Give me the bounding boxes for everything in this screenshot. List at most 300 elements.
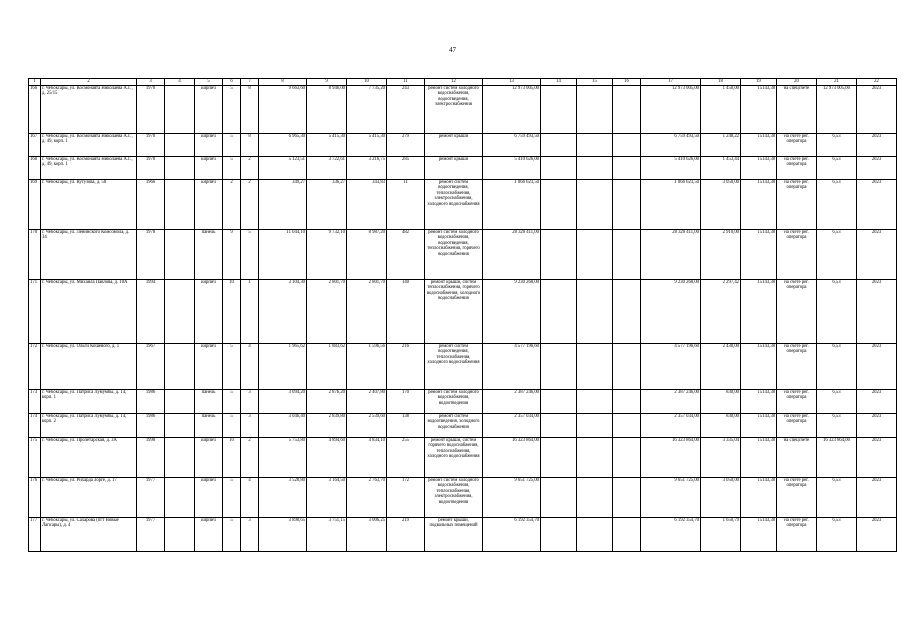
- column-14-cell: [541, 134, 577, 157]
- column-16-cell: [613, 280, 641, 344]
- total-area-cell: 3 528,80: [259, 478, 307, 518]
- residents-cell: 255: [387, 438, 425, 478]
- area-premises-cell: 336,27: [307, 180, 347, 230]
- row-number-cell: 173: [29, 390, 41, 414]
- area-premises-cell: 2 839,80: [307, 414, 347, 438]
- column-14-cell: [541, 180, 577, 230]
- column-21-cell: 16 323 864,00: [817, 438, 857, 478]
- entrances-cell: 2: [241, 438, 259, 478]
- limit-cost-cell: 15143,38: [741, 518, 777, 552]
- area-living-cell: 2 407,80: [347, 390, 387, 414]
- total-cost-cell: 16 323 864,00: [483, 438, 541, 478]
- cost-owners-cell: 16 323 864,00: [641, 438, 701, 478]
- repair-works-cell: ремонт систем холодного водоснабжения, водоотведения, электроснабжения: [425, 86, 483, 134]
- column-15-cell: [577, 280, 613, 344]
- entrances-cell: 2: [241, 157, 259, 180]
- construction-year-cell: 1986: [137, 414, 165, 438]
- column-15-cell: [577, 86, 613, 134]
- column-4-cell: [165, 86, 195, 134]
- fund-method-cell: на счете рег. оператора: [777, 478, 817, 518]
- column-15-cell: [577, 518, 613, 552]
- total-area-cell: 5 123,51: [259, 157, 307, 180]
- column-number: 13: [483, 79, 541, 86]
- cost-owners-cell: 4 577 196,60: [641, 344, 701, 390]
- cost-per-sqm-cell: 1 650,79: [701, 518, 741, 552]
- page-number: 47: [449, 46, 456, 54]
- floors-cell: 5: [223, 518, 241, 552]
- floors-cell: 10: [223, 280, 241, 344]
- completion-year-cell: 2023: [857, 180, 897, 230]
- column-number: 21: [817, 79, 857, 86]
- residents-cell: 285: [387, 157, 425, 180]
- area-premises-cell: 2 876,20: [307, 390, 347, 414]
- area-living-cell: 2 763,70: [347, 478, 387, 518]
- address-cell: г. Чебоксары, ул. Космонавта Николаева А.Г., д. 49, корп. 1: [41, 157, 137, 180]
- table-row: [29, 180, 897, 230]
- column-15-cell: [577, 180, 613, 230]
- wall-material-cell: кирпич: [195, 518, 223, 552]
- row-number-cell: 174: [29, 414, 41, 438]
- area-living-cell: 4 834,10: [347, 438, 387, 478]
- column-number: 22: [857, 79, 897, 86]
- column-number: 11: [387, 79, 425, 86]
- entrances-cell: 2: [241, 180, 259, 230]
- wall-material-cell: кирпич: [195, 180, 223, 230]
- area-premises-cell: 1 883,62: [307, 344, 347, 390]
- completion-year-cell: 2023: [857, 134, 897, 157]
- column-number: 12: [425, 79, 483, 86]
- total-cost-cell: 28 320 411,00: [483, 230, 541, 280]
- table-row: [29, 86, 897, 134]
- cost-owners-cell: 5 410 626,00: [641, 157, 701, 180]
- column-16-cell: [613, 230, 641, 280]
- construction-year-cell: 1998: [137, 438, 165, 478]
- floors-cell: 5: [223, 157, 241, 180]
- row-number-cell: 168: [29, 157, 41, 180]
- total-area-cell: 3 898,65: [259, 518, 307, 552]
- wall-material-cell: кирпич: [195, 344, 223, 390]
- total-area-cell: 3 094,20: [259, 390, 307, 414]
- fund-method-cell: на спецсчете: [777, 438, 817, 478]
- address-cell: г. Чебоксары, ул. Кутузова, д. 58: [41, 180, 137, 230]
- column-4-cell: [165, 518, 195, 552]
- area-living-cell: 2 801,70: [347, 280, 387, 344]
- total-cost-cell: 2 357 034,00: [483, 414, 541, 438]
- construction-year-cell: 1967: [137, 344, 165, 390]
- limit-cost-cell: 15143,38: [741, 414, 777, 438]
- limit-cost-cell: 15143,38: [741, 478, 777, 518]
- column-15-cell: [577, 230, 613, 280]
- column-number: 2: [41, 79, 137, 86]
- column-16-cell: [613, 344, 641, 390]
- completion-year-cell: 2023: [857, 280, 897, 344]
- limit-cost-cell: 15143,38: [741, 180, 777, 230]
- table-row: [29, 478, 897, 518]
- total-area-cell: 3 104,30: [259, 280, 307, 344]
- column-15-cell: [577, 134, 613, 157]
- repair-works-cell: ремонт крыши, систем теплоснабжения, горячего водоснабжения, холодного водоснабжения: [425, 280, 483, 344]
- wall-material-cell: панель: [195, 414, 223, 438]
- fund-method-cell: на спецсчете: [777, 86, 817, 134]
- residents-cell: 279: [387, 134, 425, 157]
- floors-cell: 5: [223, 414, 241, 438]
- table-row: [29, 438, 897, 478]
- limit-cost-cell: 15143,38: [741, 390, 777, 414]
- column-number: 6: [223, 79, 241, 86]
- limit-cost-cell: 15143,38: [741, 280, 777, 344]
- residents-cell: 172: [387, 478, 425, 518]
- completion-year-cell: 2023: [857, 414, 897, 438]
- cost-owners-cell: 1 066 623,50: [641, 180, 701, 230]
- limit-cost-cell: 15143,38: [741, 157, 777, 180]
- area-living-cell: 1 596,56: [347, 344, 387, 390]
- column-number: 8: [259, 79, 307, 86]
- column-16-cell: [613, 157, 641, 180]
- address-cell: г. Чебоксары, ул. Космонавта Николаева А.Г., д. 25/15: [41, 86, 137, 134]
- floors-cell: 5: [223, 390, 241, 414]
- total-area-cell: 11 044,10: [259, 230, 307, 280]
- fund-method-cell: на счете рег. оператора: [777, 390, 817, 414]
- address-cell: г. Чебоксары, ул. Сахарова (пгт Новые Лапсары), д. 4: [41, 518, 137, 552]
- column-21-cell: 6,53: [817, 518, 857, 552]
- column-number: 1: [29, 79, 41, 86]
- column-4-cell: [165, 478, 195, 518]
- completion-year-cell: 2023: [857, 230, 897, 280]
- address-cell: г. Чебоксары, ул. Космонавта Николаева А.Г., д. 49, корп. 1: [41, 134, 137, 157]
- fund-method-cell: на счете рег. оператора: [777, 230, 817, 280]
- cost-per-sqm-cell: 830,00: [701, 390, 741, 414]
- construction-year-cell: 1970: [137, 157, 165, 180]
- total-area-cell: 6 965,30: [259, 134, 307, 157]
- cost-per-sqm-cell: 2 297,42: [701, 280, 741, 344]
- area-living-cell: 343,83: [347, 180, 387, 230]
- entrances-cell: 3: [241, 414, 259, 438]
- residents-cell: 140: [387, 280, 425, 344]
- column-number: 9: [307, 79, 347, 86]
- column-15-cell: [577, 157, 613, 180]
- cost-per-sqm-cell: 1 248,22: [701, 134, 741, 157]
- total-area-cell: 9 663,60: [259, 86, 307, 134]
- fund-method-cell: на счете рег. оператора: [777, 134, 817, 157]
- total-area-cell: 349,27: [259, 180, 307, 230]
- column-number: 3: [137, 79, 165, 86]
- cost-owners-cell: 9 230 268,00: [641, 280, 701, 344]
- cost-owners-cell: 28 320 411,00: [641, 230, 701, 280]
- column-14-cell: [541, 390, 577, 414]
- table-row: [29, 414, 897, 438]
- total-cost-cell: 4 577 196,60: [483, 344, 541, 390]
- row-number-cell: 175: [29, 438, 41, 478]
- column-21-cell: 6,53: [817, 280, 857, 344]
- column-number-row: [29, 79, 897, 86]
- cost-per-sqm-cell: 3 050,00: [701, 478, 741, 518]
- total-cost-cell: 9 230 268,00: [483, 280, 541, 344]
- address-cell: г. Чебоксары, ул. Пролетарская, д. 3А: [41, 438, 137, 478]
- column-14-cell: [541, 230, 577, 280]
- completion-year-cell: 2023: [857, 478, 897, 518]
- table-row: [29, 518, 897, 552]
- limit-cost-cell: 15143,38: [741, 134, 777, 157]
- capital-repair-table: [28, 78, 897, 552]
- row-number-cell: 176: [29, 478, 41, 518]
- row-number-cell: 170: [29, 230, 41, 280]
- column-4-cell: [165, 157, 195, 180]
- table-row: [29, 280, 897, 344]
- column-4-cell: [165, 180, 195, 230]
- address-cell: г. Чебоксары, ул. Михаила Павлова, д. 10А: [41, 280, 137, 344]
- area-premises-cell: 3 722,61: [307, 157, 347, 180]
- column-16-cell: [613, 478, 641, 518]
- cost-owners-cell: 2 387 246,00: [641, 390, 701, 414]
- total-area-cell: 5 753,80: [259, 438, 307, 478]
- entrances-cell: 4: [241, 478, 259, 518]
- column-14-cell: [541, 478, 577, 518]
- fund-method-cell: на счете рег. оператора: [777, 280, 817, 344]
- column-number: 20: [777, 79, 817, 86]
- column-21-cell: 6,53: [817, 180, 857, 230]
- residents-cell: 219: [387, 518, 425, 552]
- area-premises-cell: 8 946,00: [307, 86, 347, 134]
- column-21-cell: 12 973 005,00: [817, 86, 857, 134]
- total-area-cell: 1 965,62: [259, 344, 307, 390]
- completion-year-cell: 2023: [857, 86, 897, 134]
- repair-works-cell: ремонт крыши, систем горячего водоснабжения, теплоснабжения, холодного водоснабжения: [425, 438, 483, 478]
- row-number-cell: 166: [29, 86, 41, 134]
- column-16-cell: [613, 438, 641, 478]
- residents-cell: 170: [387, 390, 425, 414]
- address-cell: г. Чебоксары, ул. Рихарда Зорге, д. 17: [41, 478, 137, 518]
- column-16-cell: [613, 414, 641, 438]
- fund-method-cell: на счете рег. оператора: [777, 518, 817, 552]
- column-4-cell: [165, 134, 195, 157]
- total-cost-cell: 5 410 626,00: [483, 157, 541, 180]
- area-premises-cell: 3 164,50: [307, 478, 347, 518]
- column-number: 18: [701, 79, 741, 86]
- completion-year-cell: 2023: [857, 438, 897, 478]
- table-row: [29, 134, 897, 157]
- floors-cell: 5: [223, 344, 241, 390]
- row-number-cell: 172: [29, 344, 41, 390]
- column-number: 17: [641, 79, 701, 86]
- wall-material-cell: кирпич: [195, 438, 223, 478]
- column-14-cell: [541, 414, 577, 438]
- column-15-cell: [577, 438, 613, 478]
- area-premises-cell: 4 894,60: [307, 438, 347, 478]
- cost-per-sqm-cell: 3 335,04: [701, 438, 741, 478]
- entrances-cell: 3: [241, 518, 259, 552]
- address-cell: г. Чебоксары, ул. Патриса Лумумбы, д. 14, корп. 1: [41, 390, 137, 414]
- construction-year-cell: 1994: [137, 280, 165, 344]
- total-cost-cell: 12 973 005,00: [483, 86, 541, 134]
- column-16-cell: [613, 134, 641, 157]
- completion-year-cell: 2023: [857, 390, 897, 414]
- column-16-cell: [613, 518, 641, 552]
- entrances-cell: 8: [241, 134, 259, 157]
- area-premises-cell: 9 732,10: [307, 230, 347, 280]
- cost-per-sqm-cell: 830,00: [701, 414, 741, 438]
- column-15-cell: [577, 390, 613, 414]
- column-21-cell: 6,53: [817, 414, 857, 438]
- construction-year-cell: 1986: [137, 390, 165, 414]
- area-premises-cell: 3 751,15: [307, 518, 347, 552]
- completion-year-cell: 2023: [857, 157, 897, 180]
- cost-per-sqm-cell: 3 050,00: [701, 180, 741, 230]
- column-number: 7: [241, 79, 259, 86]
- limit-cost-cell: 15143,38: [741, 438, 777, 478]
- column-number: 14: [541, 79, 577, 86]
- wall-material-cell: панель: [195, 230, 223, 280]
- fund-method-cell: на счете рег. оператора: [777, 414, 817, 438]
- column-4-cell: [165, 438, 195, 478]
- floors-cell: 9: [223, 230, 241, 280]
- floors-cell: 10: [223, 438, 241, 478]
- column-14-cell: [541, 438, 577, 478]
- area-premises-cell: 2 801,70: [307, 280, 347, 344]
- limit-cost-cell: 15143,38: [741, 86, 777, 134]
- completion-year-cell: 2023: [857, 518, 897, 552]
- cost-owners-cell: 9 651 725,00: [641, 478, 701, 518]
- column-14-cell: [541, 86, 577, 134]
- wall-material-cell: кирпич: [195, 478, 223, 518]
- residents-cell: 216: [387, 344, 425, 390]
- floors-cell: 5: [223, 134, 241, 157]
- address-cell: г. Чебоксары, ул. Патриса Лумумбы, д. 14, корп. 2: [41, 414, 137, 438]
- column-14-cell: [541, 280, 577, 344]
- cost-per-sqm-cell: 1 450,00: [701, 86, 741, 134]
- total-cost-cell: 6 192 354,70: [483, 518, 541, 552]
- total-cost-cell: 1 066 623,50: [483, 180, 541, 230]
- table-row: [29, 230, 897, 280]
- column-15-cell: [577, 344, 613, 390]
- entrances-cell: 1: [241, 280, 259, 344]
- construction-year-cell: 1978: [137, 230, 165, 280]
- floors-cell: 5: [223, 478, 241, 518]
- limit-cost-cell: 15143,38: [741, 230, 777, 280]
- column-21-cell: 6,53: [817, 157, 857, 180]
- column-4-cell: [165, 344, 195, 390]
- column-21-cell: 6,53: [817, 230, 857, 280]
- total-cost-cell: 6 759 493,50: [483, 134, 541, 157]
- column-number: 19: [741, 79, 777, 86]
- column-16-cell: [613, 86, 641, 134]
- repair-works-cell: ремонт систем водоотведения, теплоснабжения, холодного водоснабжения: [425, 344, 483, 390]
- row-number-cell: 171: [29, 280, 41, 344]
- wall-material-cell: кирпич: [195, 86, 223, 134]
- table-row: [29, 157, 897, 180]
- repair-works-cell: ремонт систем водоотведения, холодного водоснабжения: [425, 414, 483, 438]
- repair-works-cell: ремонт крыши, подвальных помещений: [425, 518, 483, 552]
- repair-works-cell: ремонт систем холодного водоснабжения, водоотведения: [425, 390, 483, 414]
- area-living-cell: 5 415,30: [347, 134, 387, 157]
- floors-cell: 5: [223, 86, 241, 134]
- table-row: [29, 390, 897, 414]
- column-15-cell: [577, 414, 613, 438]
- address-cell: г. Чебоксары, ул. Ольги Кошевого, д. 1: [41, 344, 137, 390]
- wall-material-cell: кирпич: [195, 280, 223, 344]
- entrances-cell: 3: [241, 390, 259, 414]
- total-cost-cell: 9 651 725,00: [483, 478, 541, 518]
- residents-cell: 138: [387, 414, 425, 438]
- column-16-cell: [613, 180, 641, 230]
- cost-per-sqm-cell: 1 453,44: [701, 157, 741, 180]
- total-cost-cell: 2 387 246,00: [483, 390, 541, 414]
- column-number: 15: [577, 79, 613, 86]
- cost-per-sqm-cell: 2 430,00: [701, 344, 741, 390]
- cost-per-sqm-cell: 2 910,00: [701, 230, 741, 280]
- column-4-cell: [165, 390, 195, 414]
- entrances-cell: 4: [241, 344, 259, 390]
- table-row: [29, 344, 897, 390]
- residents-cell: 482: [387, 230, 425, 280]
- repair-works-cell: ремонт крыши: [425, 157, 483, 180]
- fund-method-cell: на счете рег. оператора: [777, 180, 817, 230]
- repair-works-cell: ремонт крыши: [425, 134, 483, 157]
- column-16-cell: [613, 390, 641, 414]
- repair-works-cell: ремонт систем холодного водоснабжения, водоотведения, теплоснабжения, горячего водоснабжения: [425, 230, 483, 280]
- column-14-cell: [541, 344, 577, 390]
- cost-owners-cell: 2 357 034,00: [641, 414, 701, 438]
- column-4-cell: [165, 280, 195, 344]
- row-number-cell: 169: [29, 180, 41, 230]
- fund-method-cell: на счете рег. оператора: [777, 344, 817, 390]
- entrances-cell: 8: [241, 86, 259, 134]
- column-14-cell: [541, 518, 577, 552]
- column-4-cell: [165, 230, 195, 280]
- repair-works-cell: ремонт систем водоотведения, теплоснабжения, электроснабжения, холодного водоснабжения: [425, 180, 483, 230]
- area-living-cell: 3 216,75: [347, 157, 387, 180]
- entrances-cell: 5: [241, 230, 259, 280]
- residents-cell: 243: [387, 86, 425, 134]
- column-21-cell: 6,53: [817, 134, 857, 157]
- column-number: 10: [347, 79, 387, 86]
- row-number-cell: 167: [29, 134, 41, 157]
- row-number-cell: 177: [29, 518, 41, 552]
- wall-material-cell: панель: [195, 390, 223, 414]
- limit-cost-cell: 15143,38: [741, 344, 777, 390]
- wall-material-cell: кирпич: [195, 134, 223, 157]
- construction-year-cell: 1970: [137, 134, 165, 157]
- cost-owners-cell: 12 973 005,00: [641, 86, 701, 134]
- residents-cell: 11: [387, 180, 425, 230]
- column-number: 16: [613, 79, 641, 86]
- column-4-cell: [165, 414, 195, 438]
- column-number: 4: [165, 79, 195, 86]
- construction-year-cell: 1977: [137, 478, 165, 518]
- address-cell: г. Чебоксары, ул. Ленинского Комсомола, д. 34: [41, 230, 137, 280]
- area-living-cell: 8 987,20: [347, 230, 387, 280]
- column-number: 5: [195, 79, 223, 86]
- area-living-cell: 7 735,20: [347, 86, 387, 134]
- column-21-cell: 6,53: [817, 478, 857, 518]
- column-15-cell: [577, 478, 613, 518]
- column-21-cell: 6,53: [817, 390, 857, 414]
- cost-owners-cell: 6 192 354,70: [641, 518, 701, 552]
- total-area-cell: 3 046,40: [259, 414, 307, 438]
- area-living-cell: 3 006,25: [347, 518, 387, 552]
- construction-year-cell: 1977: [137, 518, 165, 552]
- completion-year-cell: 2023: [857, 344, 897, 390]
- repair-works-cell: ремонт систем холодного водоснабжения, теплоснабжения, электроснабжения, водоотведения: [425, 478, 483, 518]
- fund-method-cell: на счете рег. оператора: [777, 157, 817, 180]
- floors-cell: 2: [223, 180, 241, 230]
- column-14-cell: [541, 157, 577, 180]
- cost-owners-cell: 6 759 493,50: [641, 134, 701, 157]
- construction-year-cell: 1966: [137, 180, 165, 230]
- column-21-cell: 6,53: [817, 344, 857, 390]
- wall-material-cell: кирпич: [195, 157, 223, 180]
- construction-year-cell: 1970: [137, 86, 165, 134]
- area-living-cell: 2 539,60: [347, 414, 387, 438]
